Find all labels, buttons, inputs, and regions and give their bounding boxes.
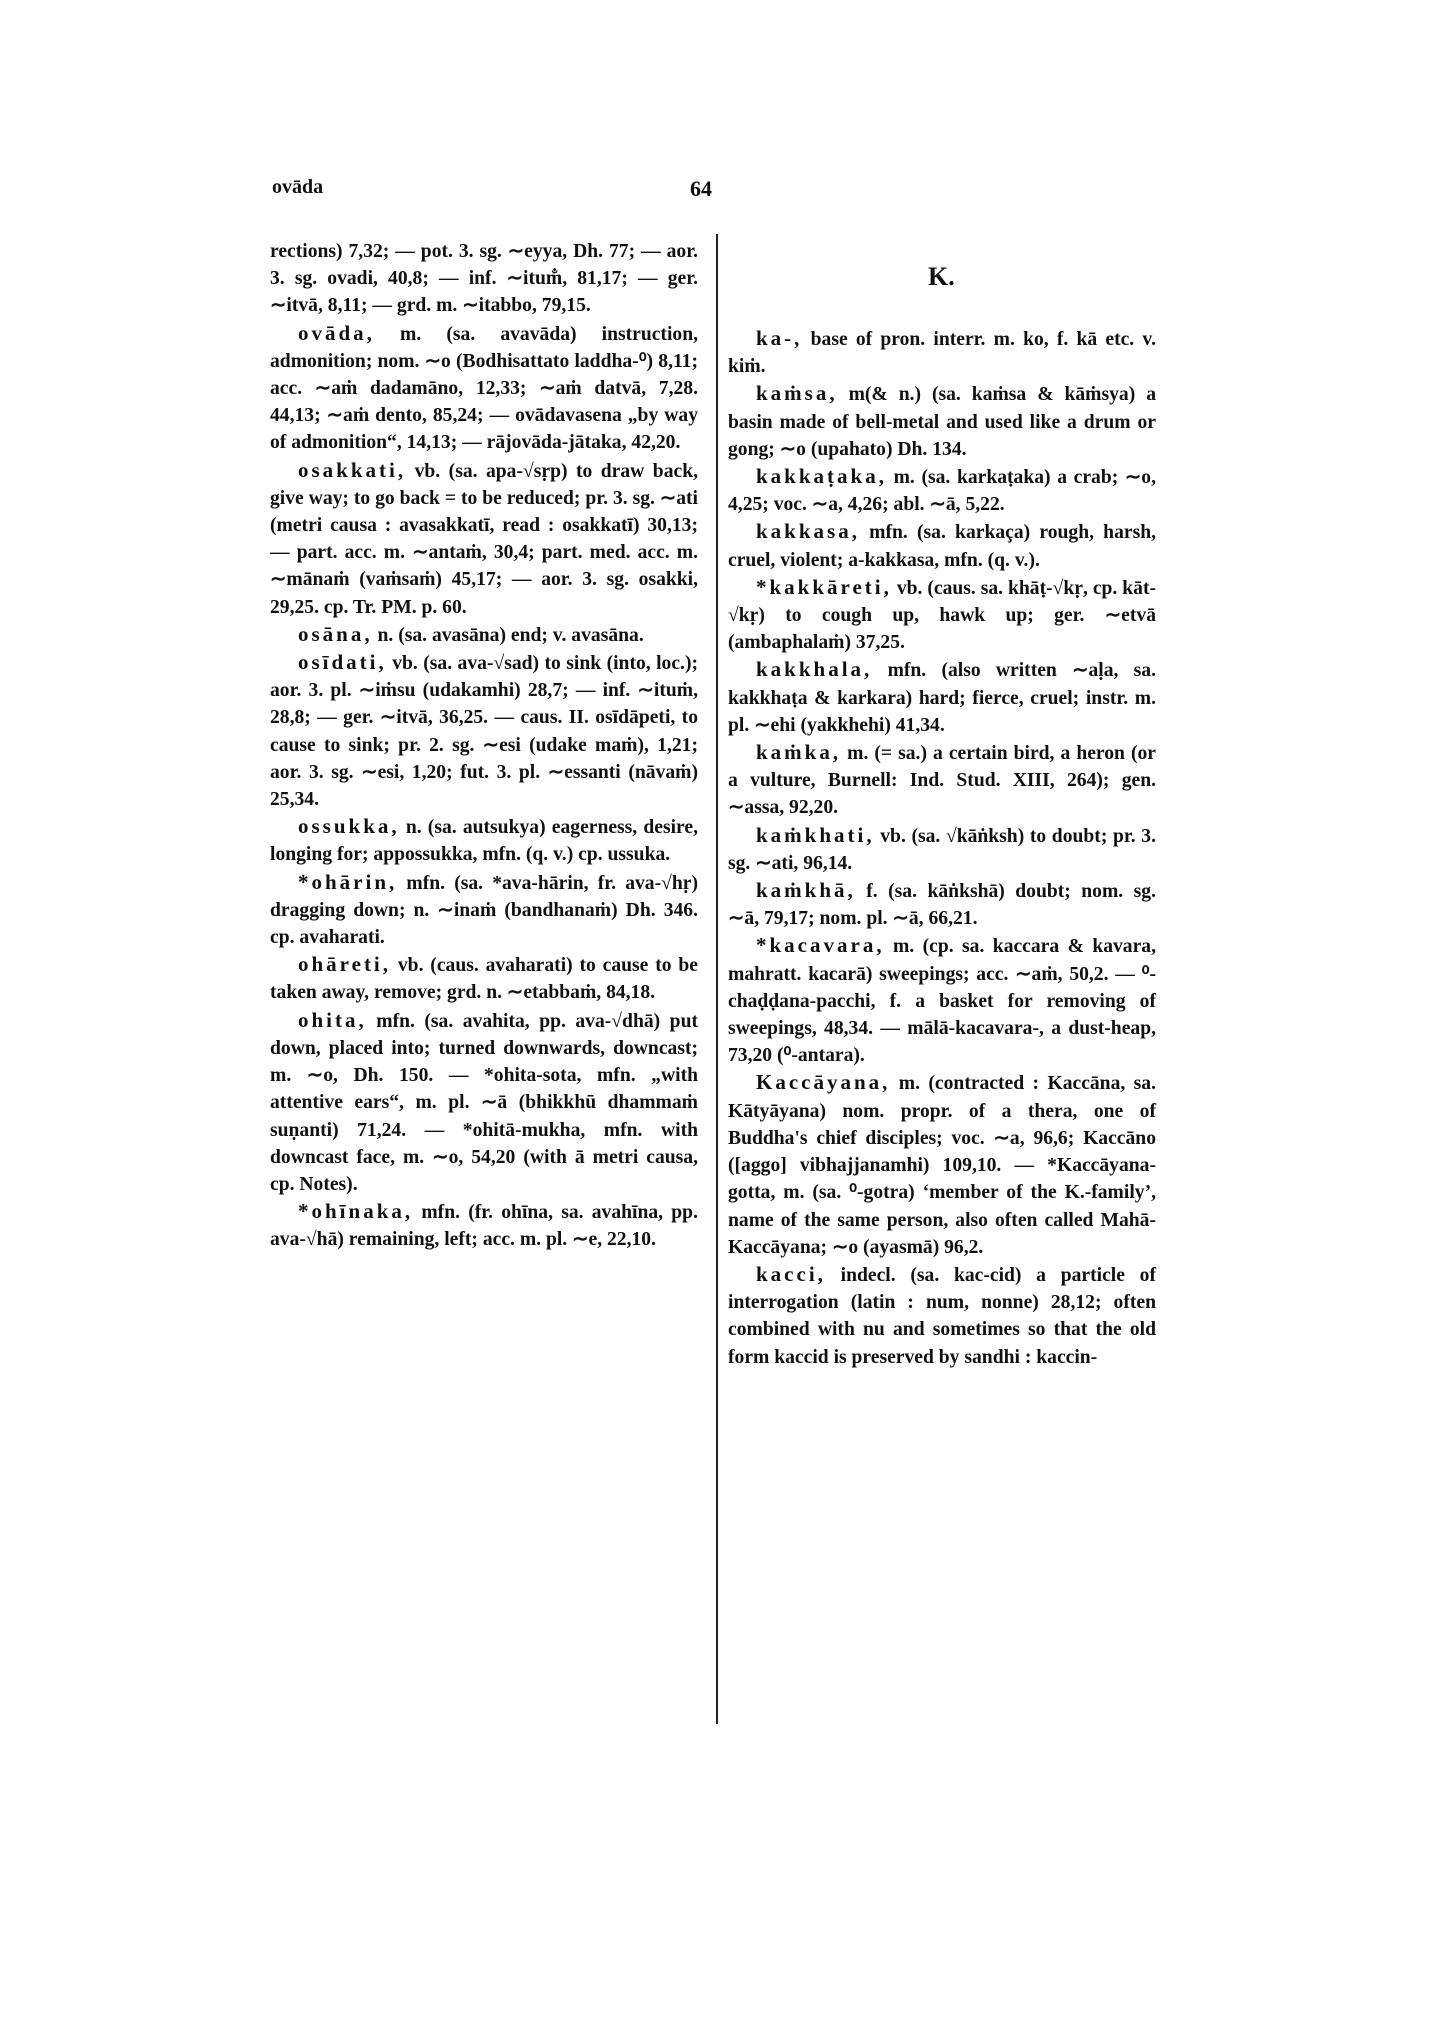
running-head-word: ovāda: [272, 176, 324, 198]
dictionary-entry: [270, 621, 698, 649]
entry-headword: kakkaṭaka,: [756, 464, 887, 489]
entry-body: n. (sa. avasāna) end; v. avasāna.: [377, 624, 644, 646]
entry-body: rections) 7,32; — pot. 3. sg. ∼eyya, Dh. 77; — aor. 3. sg. ovadi, 40,8; — inf. ∼itum̐, 81,17; — ger. ∼itvā, 8,11; — grd. m. ∼itabbo, 79,15.: [270, 241, 698, 317]
entry-body: mfn. (sa. avahita, pp. ava-√dhā) put down, placed into; turned downwards, downcast; m. ∼o, Dh. 150. — *ohita-sota, mfn. „with attentive ears“, m. pl. ∼ā (bhikkhū dhammaṁ suṇanti) 71,24. — *ohitā-mukha, mfn. with downcast face, m. ∼o, 54,20 (with ā metri causa, cp. Notes).: [270, 1010, 698, 1195]
entry-headword: osīdati,: [298, 650, 387, 675]
entry-headword: *ohīnaka,: [298, 1199, 414, 1224]
entry-headword: kakkasa,: [756, 519, 860, 544]
entry-body: mfn. (also written ∼aḷa, sa. kakkhaṭa & karkara) hard; fierce, cruel; instr. m. pl. ∼ehi (yakkhehi) 41,34.: [728, 660, 1156, 736]
dictionary-entry: [728, 877, 1156, 932]
dictionary-entry: [270, 457, 698, 621]
entry-body: vb. (caus. sa. khāṭ-√kṛ, cp. kāt-√kṛ) to cough up, hawk up; ger. ∼etvā (ambaphalaṁ) 37,25.: [728, 577, 1156, 654]
entry-headword: ohita,: [298, 1007, 367, 1032]
entry-body: mfn. (sa. karkaça) rough, harsh, cruel, violent; a-kakkasa, mfn. (q. v.).: [728, 522, 1156, 571]
dictionary-entry: [728, 380, 1156, 463]
entry-headword: kacci,: [756, 1261, 826, 1286]
entry-body: base of pron. interr. m. ko, f. kā etc. v. kiṁ.: [728, 329, 1156, 378]
dictionary-entry: [270, 320, 698, 457]
entry-headword: *kacavara,: [756, 933, 885, 958]
entry-body: m(& n.) (sa. kaṁsa & kāṁsya) a basin made of bell-metal and used like a drum or gong; ∼o (upahato) Dh. 134.: [728, 384, 1156, 460]
entry-body: indecl. (sa. kac-cid) a particle of interrogation (latin : num, nonne) 28,12; often combined with nu and sometimes so that the old form kaccid is preserved by sandhi : kaccin-: [728, 1264, 1156, 1368]
entry-body: vb. (caus. avaharati) to cause to be taken away, remove; grd. n. ∼etabbaṁ, 84,18.: [270, 955, 698, 1004]
entry-body: m. (sa. karkaṭaka) a crab; ∼o, 4,25; voc. ∼a, 4,26; abl. ∼ā, 5,22.: [728, 467, 1156, 516]
dictionary-entry: [270, 869, 698, 952]
right-column: [728, 325, 1156, 1371]
entry-headword: kakkhala,: [756, 657, 873, 682]
dictionary-entry: [728, 656, 1156, 739]
dictionary-entry: [270, 649, 698, 813]
entry-body: m. (sa. avavāda) instruction, admonition; nom. ∼o (Bodhisattato laddha-⁰) 8,11; acc. ∼aṁ dadamāno, 12,33; ∼aṁ datvā, 7,28. 44,13; ∼aṁ dento, 85,24; — ovādavasena „by way of admonition“, 14,13; — rājovāda-jātaka, 42,20.: [270, 323, 698, 454]
entry-headword: kaṁkhā,: [756, 878, 856, 903]
entry-headword: osakkati,: [298, 457, 407, 482]
dictionary-entry: [270, 951, 698, 1006]
entry-headword: Kaccāyana,: [756, 1070, 891, 1095]
dictionary-entry: [728, 1261, 1156, 1371]
entry-body: mfn. (sa. *ava-hārin, fr. ava-√hṛ) dragging down; n. ∼inaṁ (bandhanaṁ) Dh. 346. cp. avaharati.: [270, 872, 698, 949]
entry-body: m. (= sa.) a certain bird, a heron (or a vulture, Burnell: Ind. Stud. XIII, 264); gen. ∼assa, 92,20.: [728, 743, 1156, 819]
section-letter: K.: [928, 262, 955, 291]
entry-body: mfn. (fr. ohīna, sa. avahīna, pp. ava-√hā) remaining, left; acc. m. pl. ∼e, 22,10.: [270, 1202, 698, 1251]
entry-headword: *kakkāreti,: [756, 574, 892, 599]
dictionary-entry: [270, 813, 698, 868]
entry-body: vb. (sa. √kāṅksh) to doubt; pr. 3. sg. ∼ati, 96,14.: [728, 825, 1156, 874]
dictionary-entry: [728, 325, 1156, 380]
page-number: 64: [690, 176, 712, 201]
dictionary-entry: [728, 739, 1156, 822]
entry-headword: osāna,: [298, 621, 373, 646]
entry-headword: kaṁsa,: [756, 381, 838, 406]
entry-headword: ka-,: [756, 326, 803, 350]
entry-body: m. (cp. sa. kaccara & kavara, mahratt. kacarā) sweepings; acc. ∼aṁ, 50,2. — ⁰-chaḍḍana-pacchi, f. a basket for removing of sweepings, 48,34. — mālā-kacavara-, a dust-heap, 73,20 (⁰-antara).: [728, 936, 1156, 1067]
entry-body: vb. (sa. ava-√sad) to sink (into, loc.); aor. 3. pl. ∼iṁsu (udakamhi) 28,7; — inf. ∼ituṁ, 28,8; — ger. ∼itvā, 36,25. — caus. II. osīdāpeti, to cause to sink; pr. 2. sg. ∼esi (udake maṁ), 1,21; aor. 3. sg. ∼esi, 1,20; fut. 3. pl. ∼essanti (nāvaṁ) 25,34.: [270, 653, 698, 811]
entry-body: vb. (sa. apa-√sṛp) to draw back, give way; to go back = to be reduced; pr. 3. sg. ∼ati (metri causa : avasakkatī, read : osakkatī) 30,13; — part. acc. m. ∼antaṁ, 30,4; part. med. acc. m. ∼mānaṁ (vaṁsaṁ) 45,17; — aor. 3. sg. osakki, 29,25. cp. Tr. PM. p. 60.: [270, 460, 698, 618]
entry-headword: kaṁkhati,: [756, 822, 875, 847]
entry-headword: kaṁka,: [756, 740, 842, 765]
entry-headword: ovāda,: [298, 320, 375, 345]
entry-body: f. (sa. kāṅkshā) doubt; nom. sg. ∼ā, 79,17; nom. pl. ∼ā, 66,21.: [728, 881, 1156, 930]
entry-body: n. (sa. autsukya) eagerness, desire, longing for; appossukka, mfn. (q. v.) cp. ussuka.: [270, 817, 698, 866]
dictionary-entry: [270, 1198, 698, 1253]
dictionary-entry: [728, 518, 1156, 573]
column-divider: [716, 234, 718, 1724]
entry-body: m. (contracted : Kaccāna, sa. Kātyāyana) nom. propr. of a thera, one of Buddha's chief disciples; voc. ∼a, 96,6; Kaccāno ([aggo] vibhajjanamhi) 109,10. — *Kaccāyana-gotta, m. (sa. ⁰-gotra) ‘member of the K.-family’, name of the same person, also often called Mahā-Kaccāyana; ∼o (ayasmā) 96,2.: [728, 1073, 1156, 1258]
dictionary-entry: [728, 932, 1156, 1069]
entry-headword: ohāreti,: [298, 952, 392, 977]
entry-headword: *ohārin,: [298, 869, 398, 894]
dictionary-entry: [728, 822, 1156, 877]
dictionary-entry: [728, 574, 1156, 657]
dictionary-entry: [270, 238, 698, 320]
dictionary-entry: [728, 1069, 1156, 1260]
left-column: [270, 238, 698, 1254]
dictionary-entry: [728, 463, 1156, 518]
dictionary-entry: [270, 1007, 698, 1198]
entry-headword: ossukka,: [298, 814, 400, 839]
